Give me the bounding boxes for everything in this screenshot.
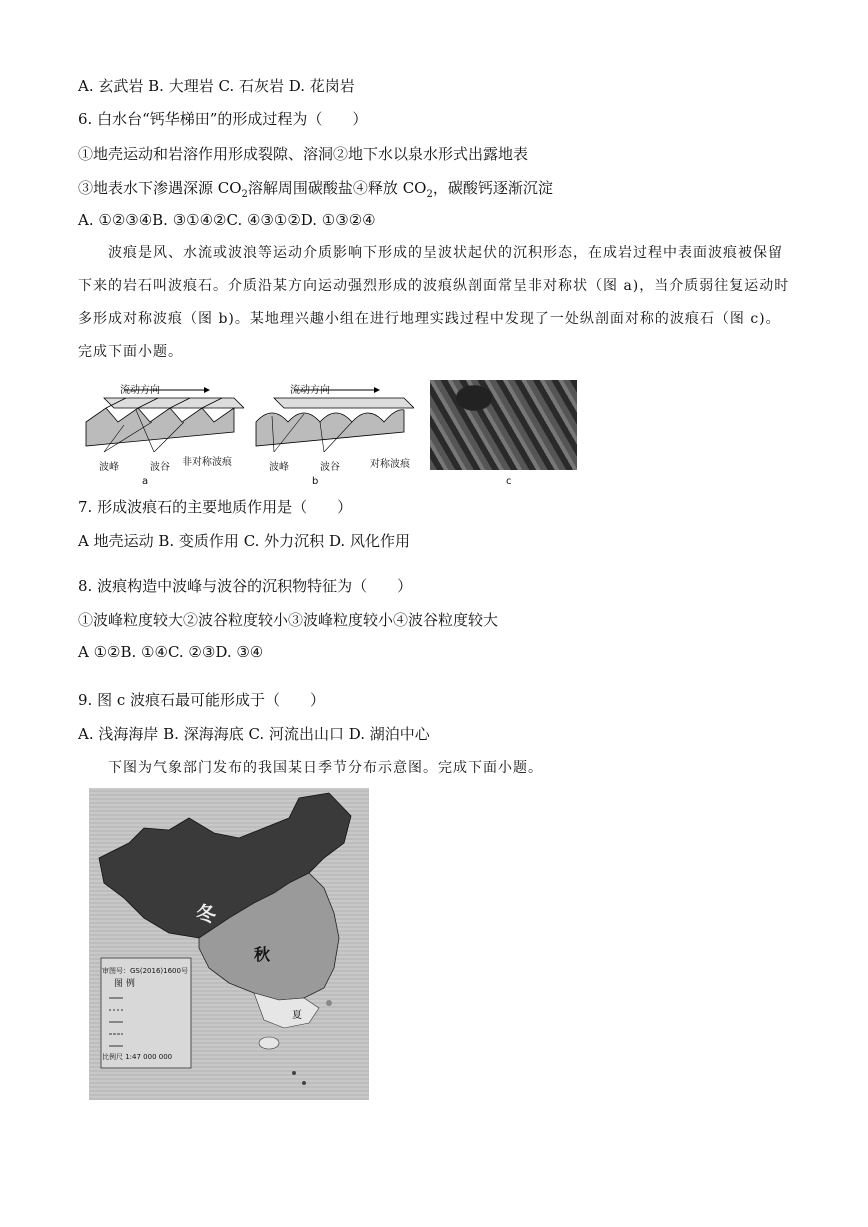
autumn-label: 秋 — [254, 945, 271, 964]
label-b: b — [312, 476, 319, 487]
label-c: c — [506, 476, 512, 487]
passage-season-map: 下图为气象部门发布的我国某日季节分布示意图。完成下面小题。 — [108, 760, 543, 776]
sym-label: 对称波痕 — [370, 459, 410, 470]
q5-options: A. 玄武岩 B. 大理岩 C. 石灰岩 D. 花岗岩 — [78, 77, 355, 95]
crest-label-a: 波峰 — [99, 462, 119, 473]
q8-statements: ①波峰粒度较大②波谷粒度较小③波峰粒度较小④波谷粒度较大 — [78, 611, 499, 629]
trough-label-b: 波谷 — [320, 462, 340, 473]
q7-stem: 7. 形成波痕石的主要地质作用是（ ） — [78, 498, 353, 516]
q6-statements-1: ①地壳运动和岩溶作用形成裂隙、溶洞②地下水以泉水形式出露地表 — [78, 145, 529, 163]
flow-label-a: 流动方向 — [120, 385, 160, 396]
trough-label-a: 波谷 — [150, 462, 170, 473]
q9-options: A. 浅海海岸 B. 深海海底 C. 河流出山口 D. 湖泊中心 — [78, 725, 430, 743]
q6-statements-2: ③地表水下渗遇深源 $CO_2$溶解周围碳酸盐④释放 $CO_2$，碳酸钙逐渐沉淀 — [78, 179, 553, 200]
asym-label: 非对称波痕 — [182, 457, 232, 468]
q8-options: A ①②B. ①④C. ②③D. ③④ — [78, 643, 264, 661]
crest-label-b: 波峰 — [269, 462, 289, 473]
legend-title: 图 例 — [114, 979, 135, 989]
passage-ripple: 波痕是风、水流或波浪等运动介质影响下形成的呈波状起伏的沉积形态，在成岩过程中表面波痕被保留下来的岩石叫波痕石。介质沿某方向运动强烈形成的波痕纵剖面常呈非对称状（图 a)，当介质弱往复运动时多形成对称波痕（图 b)。某地理兴趣小组在进行地理实践过程中发现了一处纵剖面对称的波痕石（图 c)。完成下面小题。 — [78, 245, 790, 360]
q6-stem: 6. 白水台“钙华梯田”的形成过程为（ ） — [78, 110, 368, 128]
map-scale: 比例尺 1:47 000 000 — [102, 1053, 173, 1061]
winter-label: 冬 — [196, 902, 216, 926]
flow-label-b: 流动方向 — [290, 385, 330, 396]
q7-options: A 地壳运动 B. 变质作用 C. 外力沉积 D. 风化作用 — [78, 532, 410, 550]
map-approval-code: 审图号：GS(2016)1600号 — [102, 967, 188, 975]
q6-options: A. ①②③④B. ③①④②C. ④③①②D. ①③②④ — [78, 211, 376, 229]
q9-stem: 9. 图 c 波痕石最可能形成于（ ） — [78, 691, 326, 709]
ripple-rock-photo — [430, 380, 577, 470]
summer-label: 夏 — [292, 1010, 302, 1021]
label-a: a — [142, 476, 149, 487]
q8-stem: 8. 波痕构造中波峰与波谷的沉积物特征为（ ） — [78, 577, 413, 595]
